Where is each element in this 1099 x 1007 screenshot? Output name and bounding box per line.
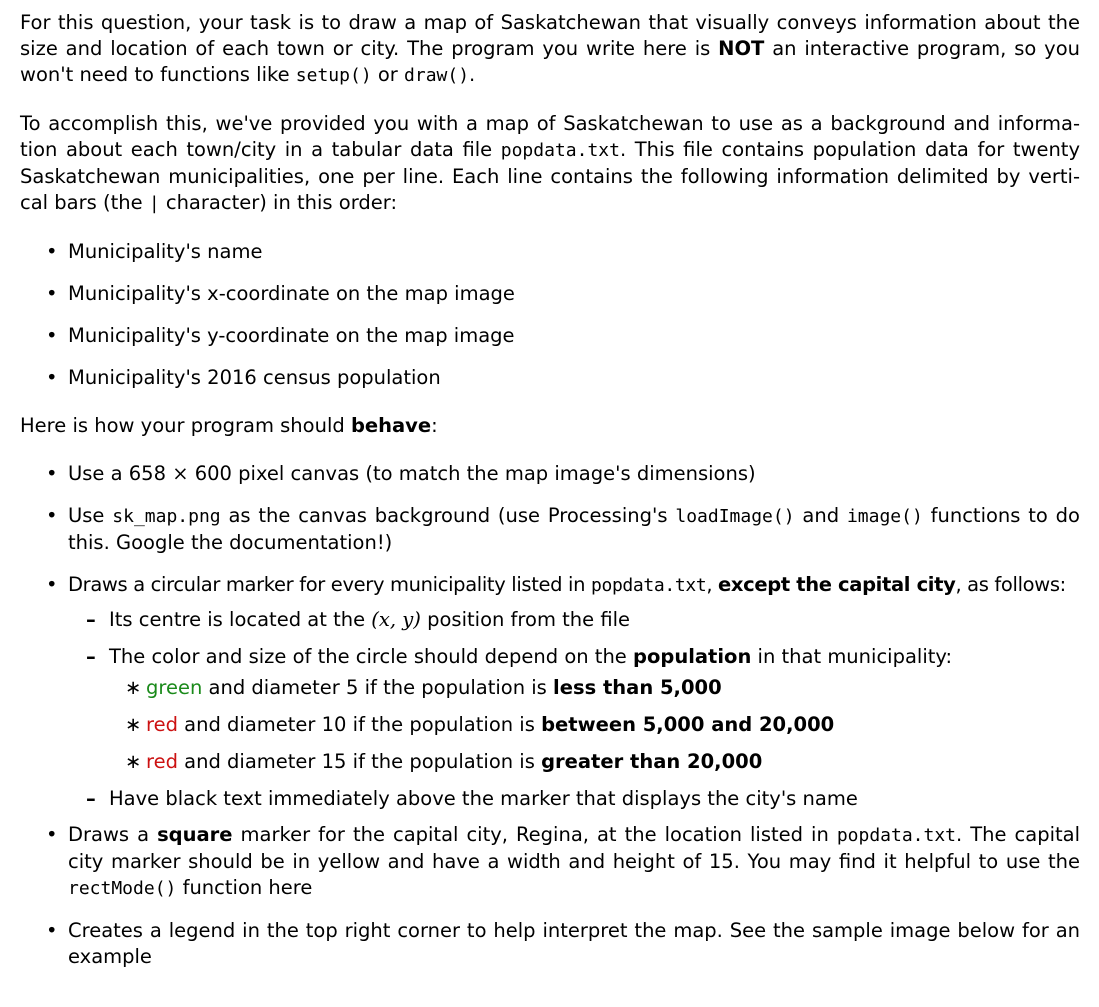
fields-list bbox=[20, 239, 1080, 391]
intro-paragraph: For this question, your task is to draw a map of Saskatchewan that visually conveys information about the size and location of each town or city. The program you write here is NOT an interactive program, so you won't need to functions like setup() or draw(). bbox=[20, 11, 1080, 86]
marker-sublist bbox=[68, 607, 1080, 812]
behaviour-list bbox=[20, 461, 1080, 970]
code-setup: setup() bbox=[295, 65, 372, 86]
code-loadimage: loadImage() bbox=[675, 506, 795, 527]
population-rules bbox=[109, 675, 1080, 775]
list-item-canvas: • Use a 658 × 600 pixel canvas (to match the map image's dimensions) bbox=[20, 461, 1080, 487]
code-popdata: popdata.txt bbox=[836, 825, 957, 846]
list-item: • Municipality's name bbox=[20, 239, 1080, 265]
sublist-item: – The color and size of the circle should depend on the population in that municipality: ∗ green and diameter 5 if the population is less than 5,000 ∗ red and diameter 10 if the population is between 5,000 and 20,000 ∗ red and diameter 15 if the population is greater than 20,000 bbox=[68, 644, 1080, 775]
list-item-background: • Use sk_map.png as the canvas background (use Processing's loadImage() and image() functions to do this. Google the documentation!) bbox=[20, 503, 1080, 556]
list-item: • Municipality's 2016 census population bbox=[20, 365, 1080, 391]
code-sk-map: sk_map.png bbox=[112, 506, 221, 527]
assignment-document bbox=[20, 10, 1080, 986]
list-item-capital-marker: • Draws a square marker for the capital city, Regina, at the location listed in popdata.txt. The capital city marker should be in yellow and have a width and height of 15. You may find it helpful to use the rectMode() function here bbox=[20, 822, 1080, 902]
list-item: • Municipality's x-coordinate on the map image bbox=[20, 281, 1080, 307]
rule-item: ∗ red and diameter 15 if the population is greater than 20,000 bbox=[109, 749, 1080, 775]
code-draw: draw() bbox=[404, 65, 470, 86]
code-popdata: popdata.txt bbox=[590, 575, 707, 596]
list-item: • Municipality's y-coordinate on the map image bbox=[20, 323, 1080, 349]
code-rectmode: rectMode() bbox=[68, 878, 177, 899]
list-item-legend: • Creates a legend in the top right corner to help interpret the map. See the sample image below for an example bbox=[20, 918, 1080, 970]
sublist-item: – Its centre is located at the (x, y) position from the file bbox=[68, 607, 1080, 633]
data-file-paragraph: To accomplish this, we've provided you with a map of Saskatchewan to use as a background and informa-tion about each town/city in a tabular data file popdata.txt. This file contains population data for twenty Saskatchewan municipalities, one per line. Each line contains the following information delimited by verti-cal bars (the | character) in this order: bbox=[20, 112, 1080, 214]
list-item-circular-marker: • Draws a circular marker for every municipality listed in popdata.txt, except the capital city, as follows: – Its centre is located at the (x, y) position from the file – The color and size of the circle should depend on the population in that municipality: ∗ green and diameter 5 if the population is less than 5,000 ∗ red and diameter 10 if the population is between 5,000 and 20,000 ∗ red and diameter 15 if the population is greater than 20,000 – Have black text immediately above the marker that displays the city's name bbox=[20, 572, 1080, 812]
rule-item: ∗ green and diameter 5 if the population is less than 5,000 bbox=[109, 675, 1080, 701]
code-popdata: popdata.txt bbox=[500, 140, 620, 161]
code-bar: | bbox=[148, 193, 160, 214]
rule-item: ∗ red and diameter 10 if the population is between 5,000 and 20,000 bbox=[109, 712, 1080, 738]
behave-heading: Here is how your program should behave: bbox=[20, 414, 438, 437]
sublist-item: – Have black text immediately above the marker that displays the city's name bbox=[68, 786, 1080, 812]
code-image: image() bbox=[846, 506, 923, 527]
